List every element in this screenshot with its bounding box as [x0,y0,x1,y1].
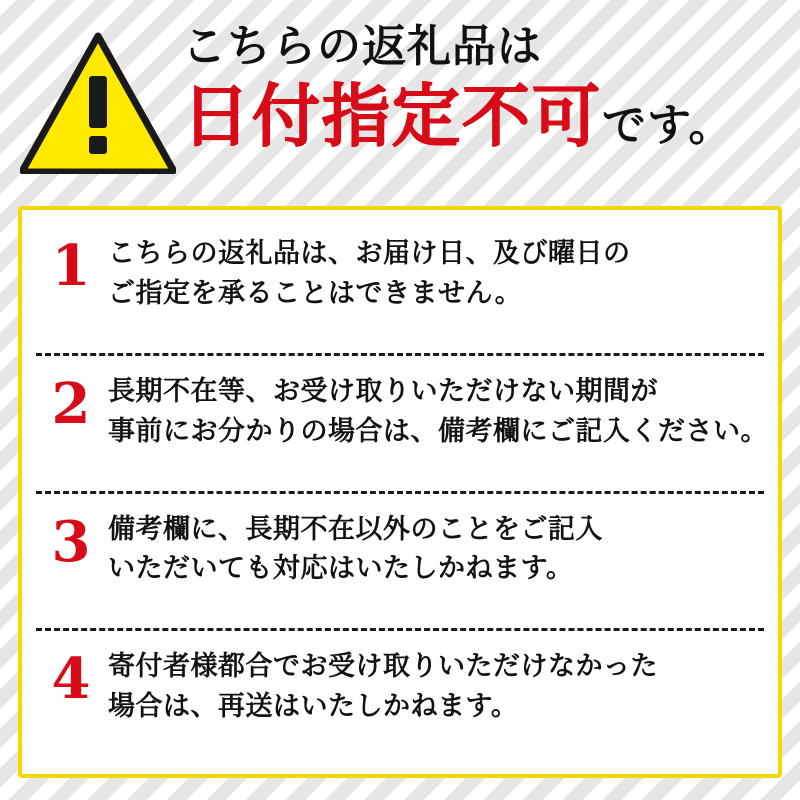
item-text [102,645,764,727]
item-line: 備考欄に、長期不在以外のことをご記入 [108,513,603,545]
list-item [36,491,764,629]
item-line: 長期不在等、お受け取りいただけない期間が [108,375,658,407]
item-number: 4 [51,646,91,713]
item-number: 2 [51,370,91,437]
item-line: 事前にお分かりの場合は、備考欄にご記入ください。 [108,415,768,447]
header-line-2 [182,78,784,158]
item-text [102,370,768,452]
item-text [102,508,764,590]
list-item [36,218,764,353]
header-emphasis: 日付指定不可 [182,78,603,158]
item-number: 1 [51,233,91,299]
item-line: 場合は、再送はいたしかねます。 [108,691,519,723]
header-line-1: こちらの返礼品は [182,21,542,72]
item-number: 3 [51,508,91,575]
banner-header [0,0,800,200]
list-item [36,628,764,766]
header-text-block [182,21,784,158]
item-line: 寄付者様都合でお受け取りいただけなかった [108,651,658,683]
item-line: いただいても対応はいたしかねます。 [108,553,574,585]
item-line: こちらの返礼品は、お届け日、及び曜日の [108,238,631,269]
item-text [102,232,764,314]
warning-triangle-exclamation-icon [20,32,176,174]
list-item [36,353,768,491]
header-tail: です。 [602,100,734,152]
item-line: ご指定を承ることはできません。 [108,277,523,309]
notes-panel [18,206,782,778]
